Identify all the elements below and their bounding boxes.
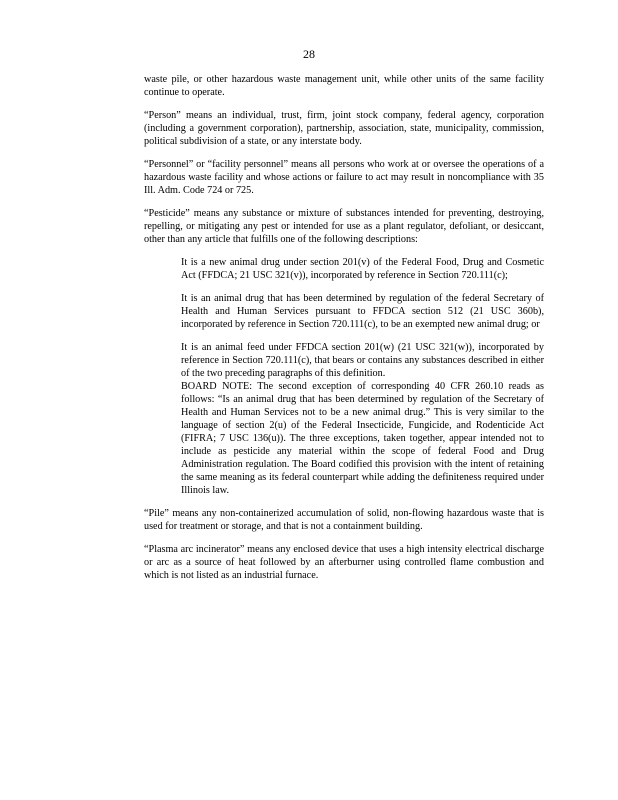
pesticide-exceptions — [181, 256, 544, 497]
continuation-paragraph: waste pile, or other hazardous waste management unit, while other units of the same facility continue to operate. — [144, 74, 544, 98]
definition-pesticide: “Pesticide” means any substance or mixture of substances intended for preventing, destroying, repelling, or mitigating any pest or intended for use as a plant regulator, defoliant, or desiccant, other than any article that fulfills one of the following descriptions: — [144, 208, 544, 245]
definition-person: “Person” means an individual, trust, firm, joint stock company, federal agency, corporation (including a government corporation), partnership, association, state, municipality, commission, political subdivision of a state, or any interstate body. — [144, 110, 544, 147]
definition-pile: “Pile” means any non-containerized accumulation of solid, non-flowing hazardous waste that is used for treatment or storage, and that is not a containment building. — [144, 508, 544, 532]
page-number: 28 — [303, 47, 315, 61]
definition-plasma-arc-incinerator: “Plasma arc incinerator” means any enclosed device that uses a high intensity electrical discharge or arc as a source of heat followed by an afterburner using controlled flame combustion and which is not listed as an industrial furnace. — [144, 544, 544, 581]
board-note: BOARD NOTE: The second exception of corresponding 40 CFR 260.10 reads as follows: “Is an animal drug that has been determined by regulation of the Secretary of Health and Human Services not to be a new animal drug.” This is very similar to the language of section 2(u) of the Federal Insecticide, Fungicide, and Rodenticide Act (FIFRA; 7 USC 136(u)). The three exceptions, taken together, appear intended not to include as pesticide any material within the scope of federal Food and Drug Administration regulation. The Board codified this provision with the intent of retaining the same meaning as its federal counterpart while adding the definiteness required under Illinois law. — [181, 381, 544, 496]
pesticide-exception-2: It is an animal drug that has been determined by regulation of the federal Secretary of Health and Human Services pursuant to FFDCA section 512 (21 USC 360b), incorporated by reference in Section 720.111(c), to be an exempted new animal drug; or — [181, 293, 544, 330]
definition-personnel: “Personnel” or “facility personnel” means all persons who work at or oversee the operations of a hazardous waste facility and whose actions or failure to act may result in noncompliance with 35 Ill. Adm. Code 724 or 725. — [144, 159, 544, 196]
document-body — [144, 73, 544, 592]
pesticide-exception-3: It is an animal feed under FFDCA section 201(w) (21 USC 321(w)), incorporated by reference in Section 720.111(c), that bears or contains any substances described in either of the two preceding paragraphs of this definition. — [181, 342, 544, 379]
pesticide-exception-1: It is a new animal drug under section 201(v) of the Federal Food, Drug and Cosmetic Act (FFDCA; 21 USC 321(v)), incorporated by reference in Section 720.111(c); — [181, 257, 544, 281]
